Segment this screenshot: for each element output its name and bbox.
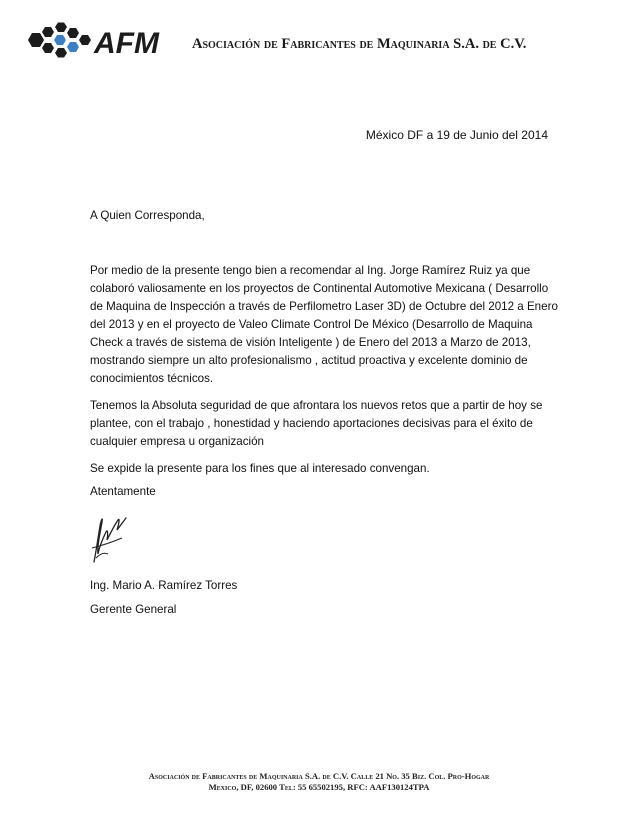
footer-address-line: Asociación de Fabricantes de Maquinaria S.A. de C.V. Calle 21 No. 35 Biz. Col. Pro-Hogar — [148, 771, 490, 781]
closing: Atentamente — [90, 485, 156, 498]
footer-contact-line: Mexico, DF, 02600 Tel: 55 65502195, RFC: AAF130124TPA — [208, 782, 430, 792]
salutation: A Quien Corresponda, — [90, 209, 205, 222]
letter-body — [90, 262, 560, 487]
body-paragraph-3: Se expide la presente para los fines que al interesado convengan. — [90, 462, 430, 475]
handwritten-signature — [86, 508, 130, 568]
logo-text: AFM — [94, 27, 159, 58]
body-paragraph-2: Tenemos la Absoluta seguridad de que afrontara los nuevos retos que a partir de hoy se plantee, con el trabajo , honestidad y haciendo aportaciones decisivas para el éxito de cualquier empresa u organización — [90, 399, 543, 448]
organization-title: Asociación de Fabricantes de Maquinaria S.A. de C.V. — [192, 36, 527, 52]
signer-title: Gerente General — [90, 603, 177, 616]
signer-name: Ing. Mario A. Ramírez Torres — [90, 579, 238, 592]
body-paragraph-1: Por medio de la presente tengo bien a recomendar al Ing. Jorge Ramírez Ruiz ya que colaboró valiosamente en los proyectos de Continental Automotive Mexicana ( Desarrollo de Maquina de Inspección a través de Perfilometro Laser 3D) de Octubre del 2012 a Enero del 2013 y en el proyecto de Valeo Climate Control De México (Desarrollo de Maquina Check a través de sistema de visión Inteligente ) de Enero del 2013 a Marzo de 2013, mostrando siempre un alto profesionalismo , actitud proactiva y excelente dominio de conocimientos técnicos. — [90, 264, 558, 385]
footer — [0, 771, 638, 793]
afm-logo — [24, 22, 174, 58]
letter-date: México DF a 19 de Junio del 2014 — [365, 128, 548, 142]
logo-hexagons-icon — [28, 23, 91, 58]
